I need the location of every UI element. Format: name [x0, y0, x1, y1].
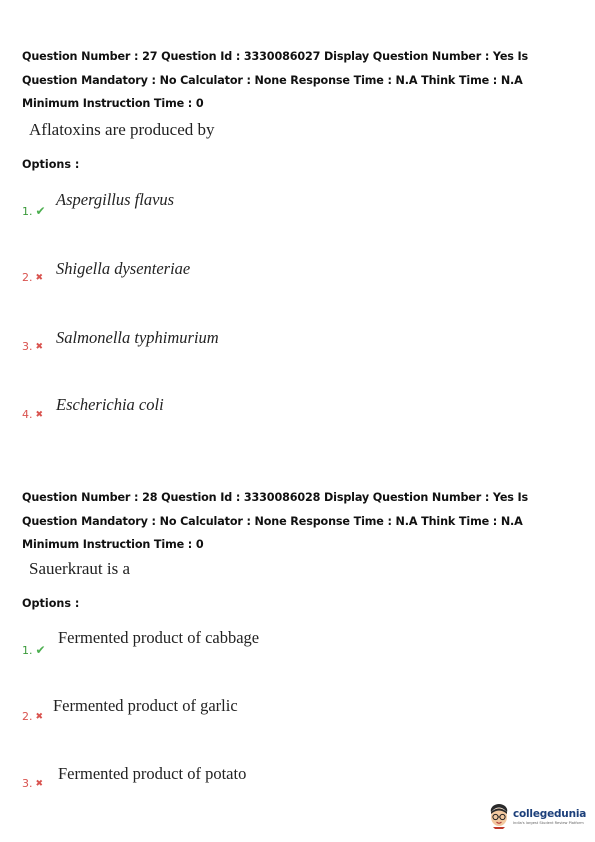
- check-icon: ✔: [35, 204, 46, 218]
- option-number: [22, 204, 46, 218]
- question-text: Aflatoxins are produced by: [29, 120, 215, 139]
- question-meta: Question Number : 27 Question Id : 3330086027 Display Question Number : Yes Is Question Mandatory : No Calculator : None Response Time : N.A Think Time : N.A Minimum Instruction Time : 0: [22, 50, 529, 110]
- option-index: 4.: [22, 408, 33, 421]
- option-index: 2.: [22, 271, 33, 284]
- option-index: 3.: [22, 340, 33, 353]
- options-label: Options :: [22, 597, 80, 610]
- cross-icon: ✖: [35, 341, 44, 352]
- option-index: 1.: [22, 643, 33, 657]
- cross-icon: ✖: [35, 711, 44, 722]
- option-text: Aspergillus flavus: [56, 190, 175, 209]
- brand-tagline: India's largest Student Review Platform: [513, 820, 584, 825]
- option-text: Fermented product of cabbage: [58, 628, 260, 647]
- option-number: [22, 710, 43, 723]
- option-index: 1.: [22, 204, 33, 218]
- brand-name: collegedunia: [513, 807, 587, 820]
- option-text: Fermented product of garlic: [53, 696, 238, 715]
- option-index: 3.: [22, 777, 33, 790]
- option-number: [22, 643, 46, 657]
- question-meta: Question Number : 28 Question Id : 3330086028 Display Question Number : Yes Is Question Mandatory : No Calculator : None Response Time : N.A Think Time : N.A Minimum Instruction Time : 0: [22, 491, 529, 551]
- options-label: Options :: [22, 158, 80, 171]
- option-number: [22, 271, 43, 284]
- option-number: [22, 340, 43, 353]
- option-index: 2.: [22, 710, 33, 723]
- option-text: Shigella dysenteriae: [56, 259, 191, 278]
- option-text: Escherichia coli: [56, 395, 164, 414]
- student-mascot-icon: [488, 803, 510, 829]
- question-text: Sauerkraut is a: [29, 559, 131, 578]
- cross-icon: ✖: [35, 778, 44, 789]
- cross-icon: ✖: [35, 409, 44, 420]
- option-number: [22, 777, 43, 790]
- brand-logo: [488, 800, 588, 832]
- cross-icon: ✖: [35, 272, 44, 283]
- check-icon: ✔: [35, 643, 46, 657]
- option-text: Fermented product of potato: [58, 764, 247, 783]
- option-text: Salmonella typhimurium: [56, 328, 219, 347]
- option-number: [22, 408, 43, 421]
